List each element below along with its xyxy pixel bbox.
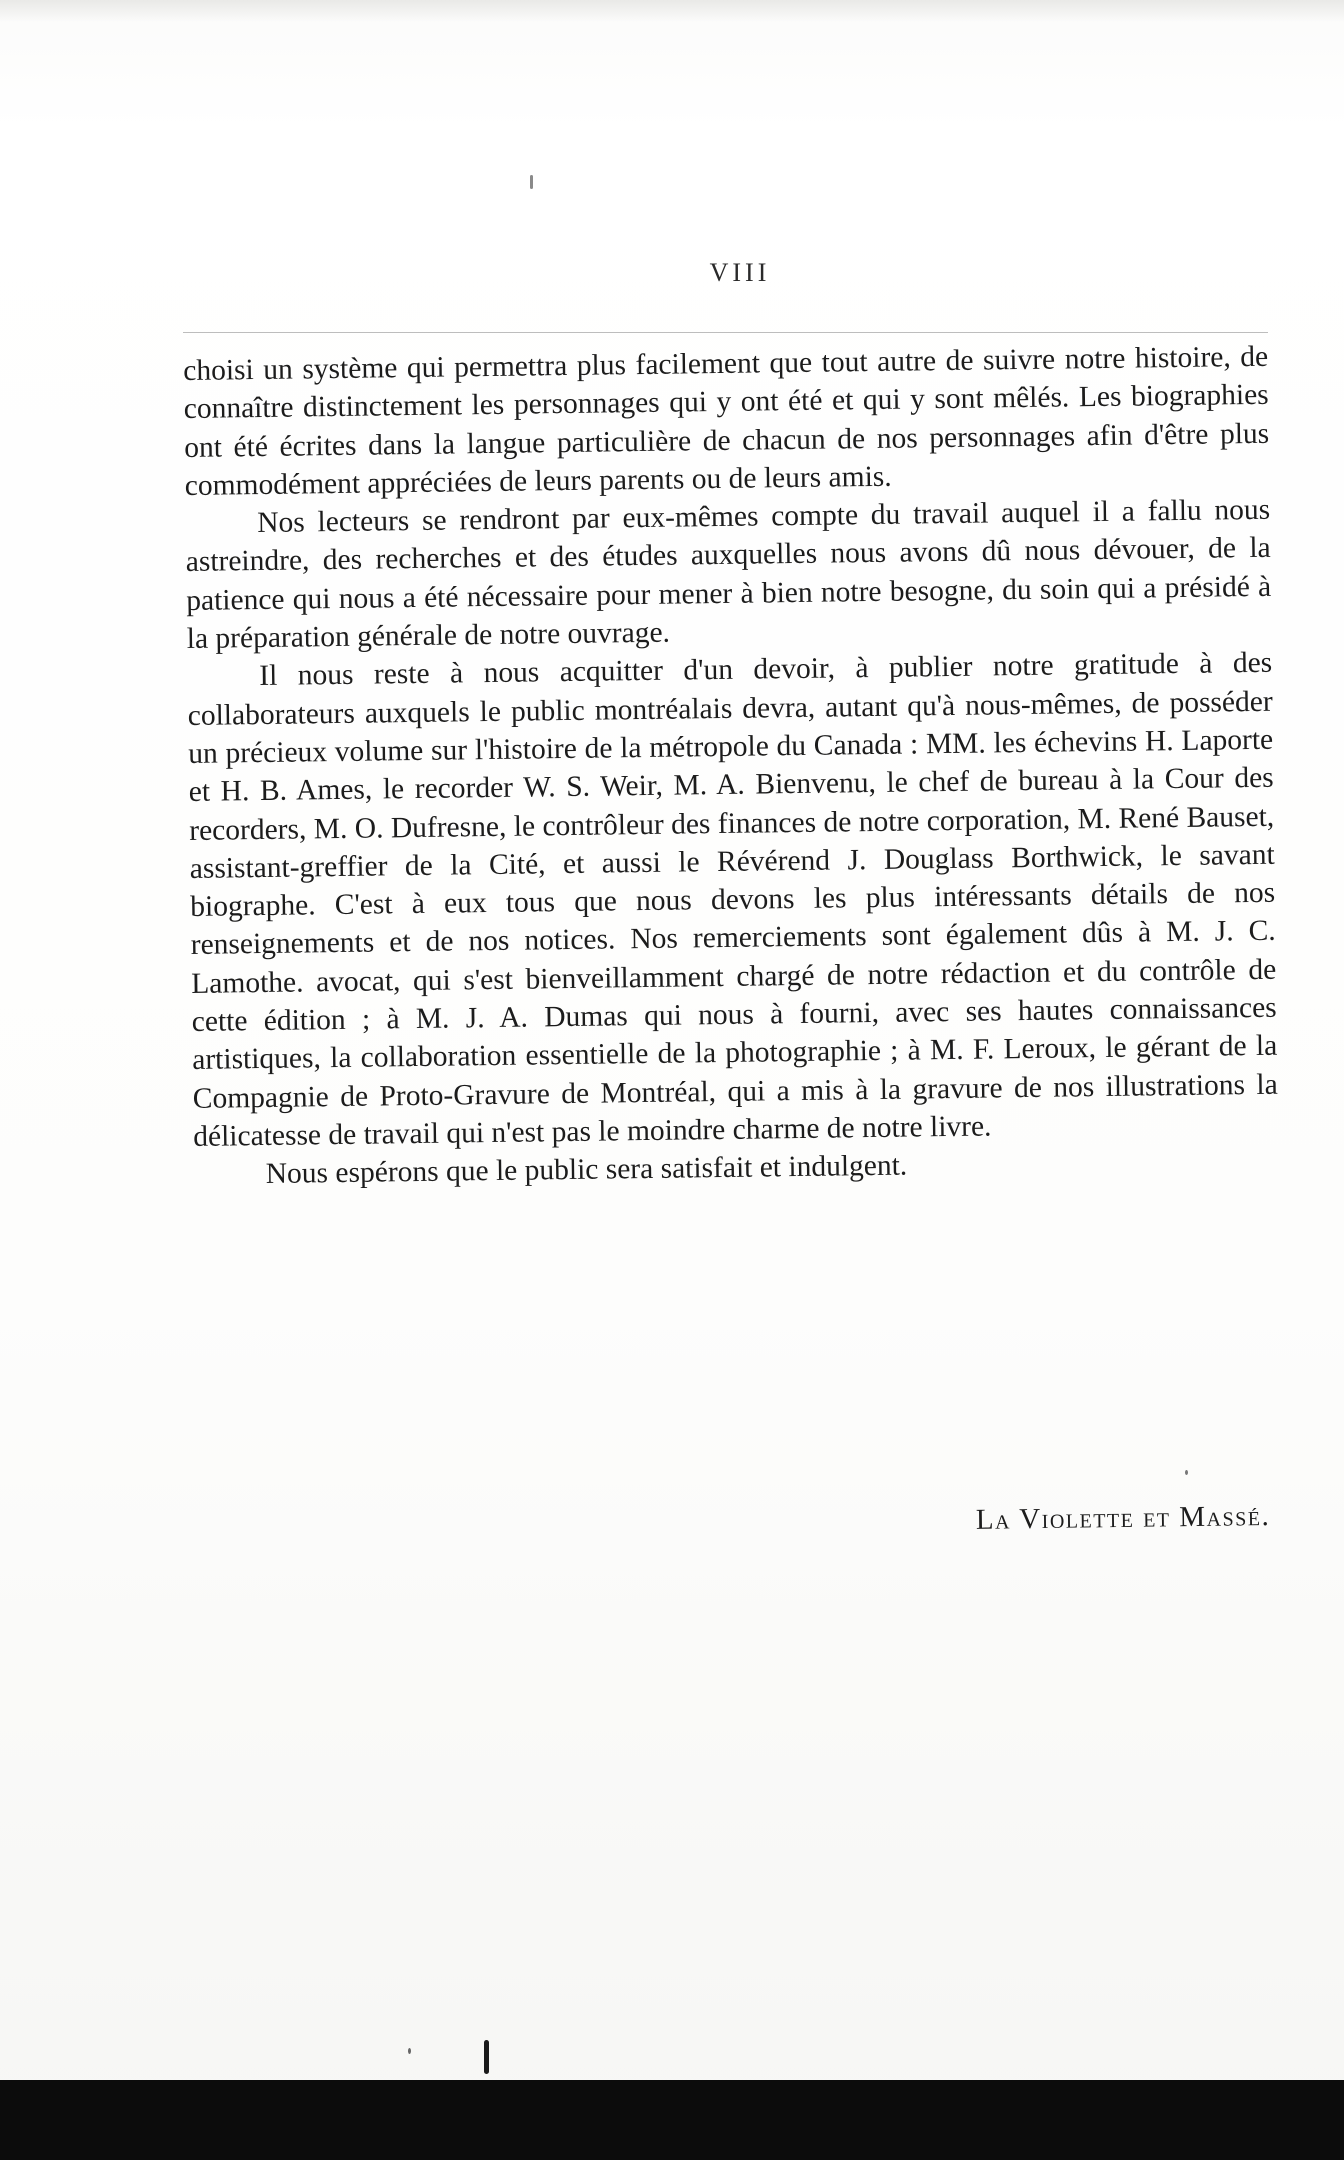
body-text [183,338,1279,1195]
header-rule [183,332,1268,333]
paragraph-1: choisi un système qui permettra plus facilement que tout autre de suivre notre histoire, de connaître distinctement les personnages qui y ont été et qui y sont mêlés. Les biographies ont été écrites dans la langue particulière de chacun de nos personnages afin d'être plus commodément appréciées de leurs parents ou de leurs amis. [183,340,1270,502]
ink-speck [484,2040,489,2074]
ink-speck [408,2048,411,2054]
ink-speck [530,175,533,189]
paragraph-4: Nous espérons que le public sera satisfait et indulgent. [265,1149,908,1191]
paragraph-2: Nos lecteurs se rendront par eux-mêmes compte du travail auquel il a fallu nous astreindre, des recherches et des études auxquelles nous avons dû nous dévouer, de la patience qui nous a été nécessaire pour mener à bien notre besogne, du soin qui a présidé à la préparation générale de notre ouvrage. [185,493,1272,656]
ink-speck [1185,1470,1188,1475]
scan-bottom-border [0,2080,1344,2160]
page-top-edge [0,0,1344,22]
signature: La Violette et Massé. [975,1500,1271,1536]
paragraph-3: Il nous reste à nous acquitter d'un devoir, à publier notre gratitude à des collaborateurs auxquels le public montréalais devra, autant qu'à nous-mêmes, de posséder un précieux volume sur l'histoire de la métropole du Canada : MM. les échevins H. Laporte et H. B. Ames, le recorder W. S. Weir, M. A. Bienvenu, le chef de bureau à la Cour des recorders, M. O. Dufresne, le contrôleur des finances de notre corporation, M. René Bauset, assistant-greffier de la Cité, et aussi le Révérend J. Douglass Borthwick, le savant biographe. C'est à eux tous que nous devons les plus intéressants détails de nos renseignements et de nos notices. Nos remerciements sont également dûs à M. J. C. Lamothe. avocat, qui s'est bienveillamment chargé de notre rédaction et du contrôle de cette édition ; à M. J. A. Dumas qui nous à fourni, avec ses hautes connaissances artistiques, la collaboration essentielle de la photographie ; à M. F. Leroux, le gérant de la Compagnie de Proto-Gravure de Montréal, qui a mis à la gravure de nos illustrations la délicatesse de travail qui n'est pas le moindre charme de notre livre. [187,647,1278,1153]
page-number: VIII [709,258,771,287]
